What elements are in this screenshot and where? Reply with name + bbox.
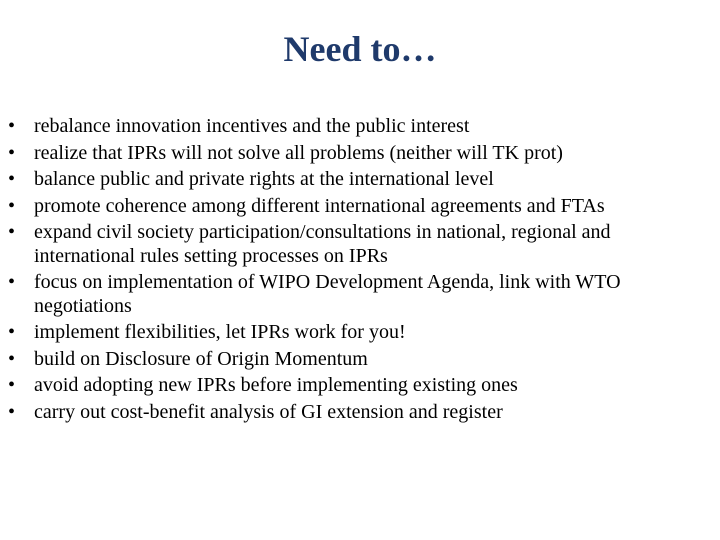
bullet-item xyxy=(8,142,713,166)
bullet-text: carry out cost-benefit analysis of GI extension and register xyxy=(34,400,503,423)
bullet-text: avoid adopting new IPRs before implementing existing ones xyxy=(34,374,518,396)
bullet-text: realize that IPRs will not solve all problems (neither will TK prot) xyxy=(34,141,563,164)
bullet-text: promote coherence among different international agreements and FTAs xyxy=(34,194,605,217)
bullet-icon: • xyxy=(8,141,16,164)
bullet-text: balance public and private rights at the international level xyxy=(34,168,494,190)
bullet-text: rebalance innovation incentives and the public interest xyxy=(34,115,470,137)
bullet-icon: • xyxy=(8,115,16,137)
bullet-text: implement flexibilities, let IPRs work for you! xyxy=(34,321,406,343)
bullet-icon: • xyxy=(8,271,16,293)
bullet-item xyxy=(8,221,713,268)
bullet-item xyxy=(8,401,713,425)
bullet-text: expand civil society participation/consultations in national, regional and international rules setting processes on IPRs xyxy=(34,221,611,267)
bullet-text: build on Disclosure of Origin Momentum xyxy=(34,347,368,370)
bullet-item xyxy=(8,321,713,345)
slide-title: Need to… xyxy=(283,29,437,69)
bullet-icon: • xyxy=(8,321,16,343)
bullet-icon: • xyxy=(8,400,16,423)
bullet-item xyxy=(8,115,713,139)
bullet-item xyxy=(8,195,713,219)
bullet-item xyxy=(8,348,713,372)
bullet-text: focus on implementation of WIPO Development Agenda, link with WTO negotiations xyxy=(34,271,621,317)
bullet-icon: • xyxy=(8,221,16,243)
bullet-item xyxy=(8,168,713,192)
bullet-item xyxy=(8,271,713,318)
bullet-icon: • xyxy=(8,194,16,217)
bullet-icon: • xyxy=(8,374,16,396)
bullet-icon: • xyxy=(8,347,16,370)
bullet-list xyxy=(8,115,713,427)
bullet-icon: • xyxy=(8,168,16,190)
bullet-item xyxy=(8,374,713,398)
